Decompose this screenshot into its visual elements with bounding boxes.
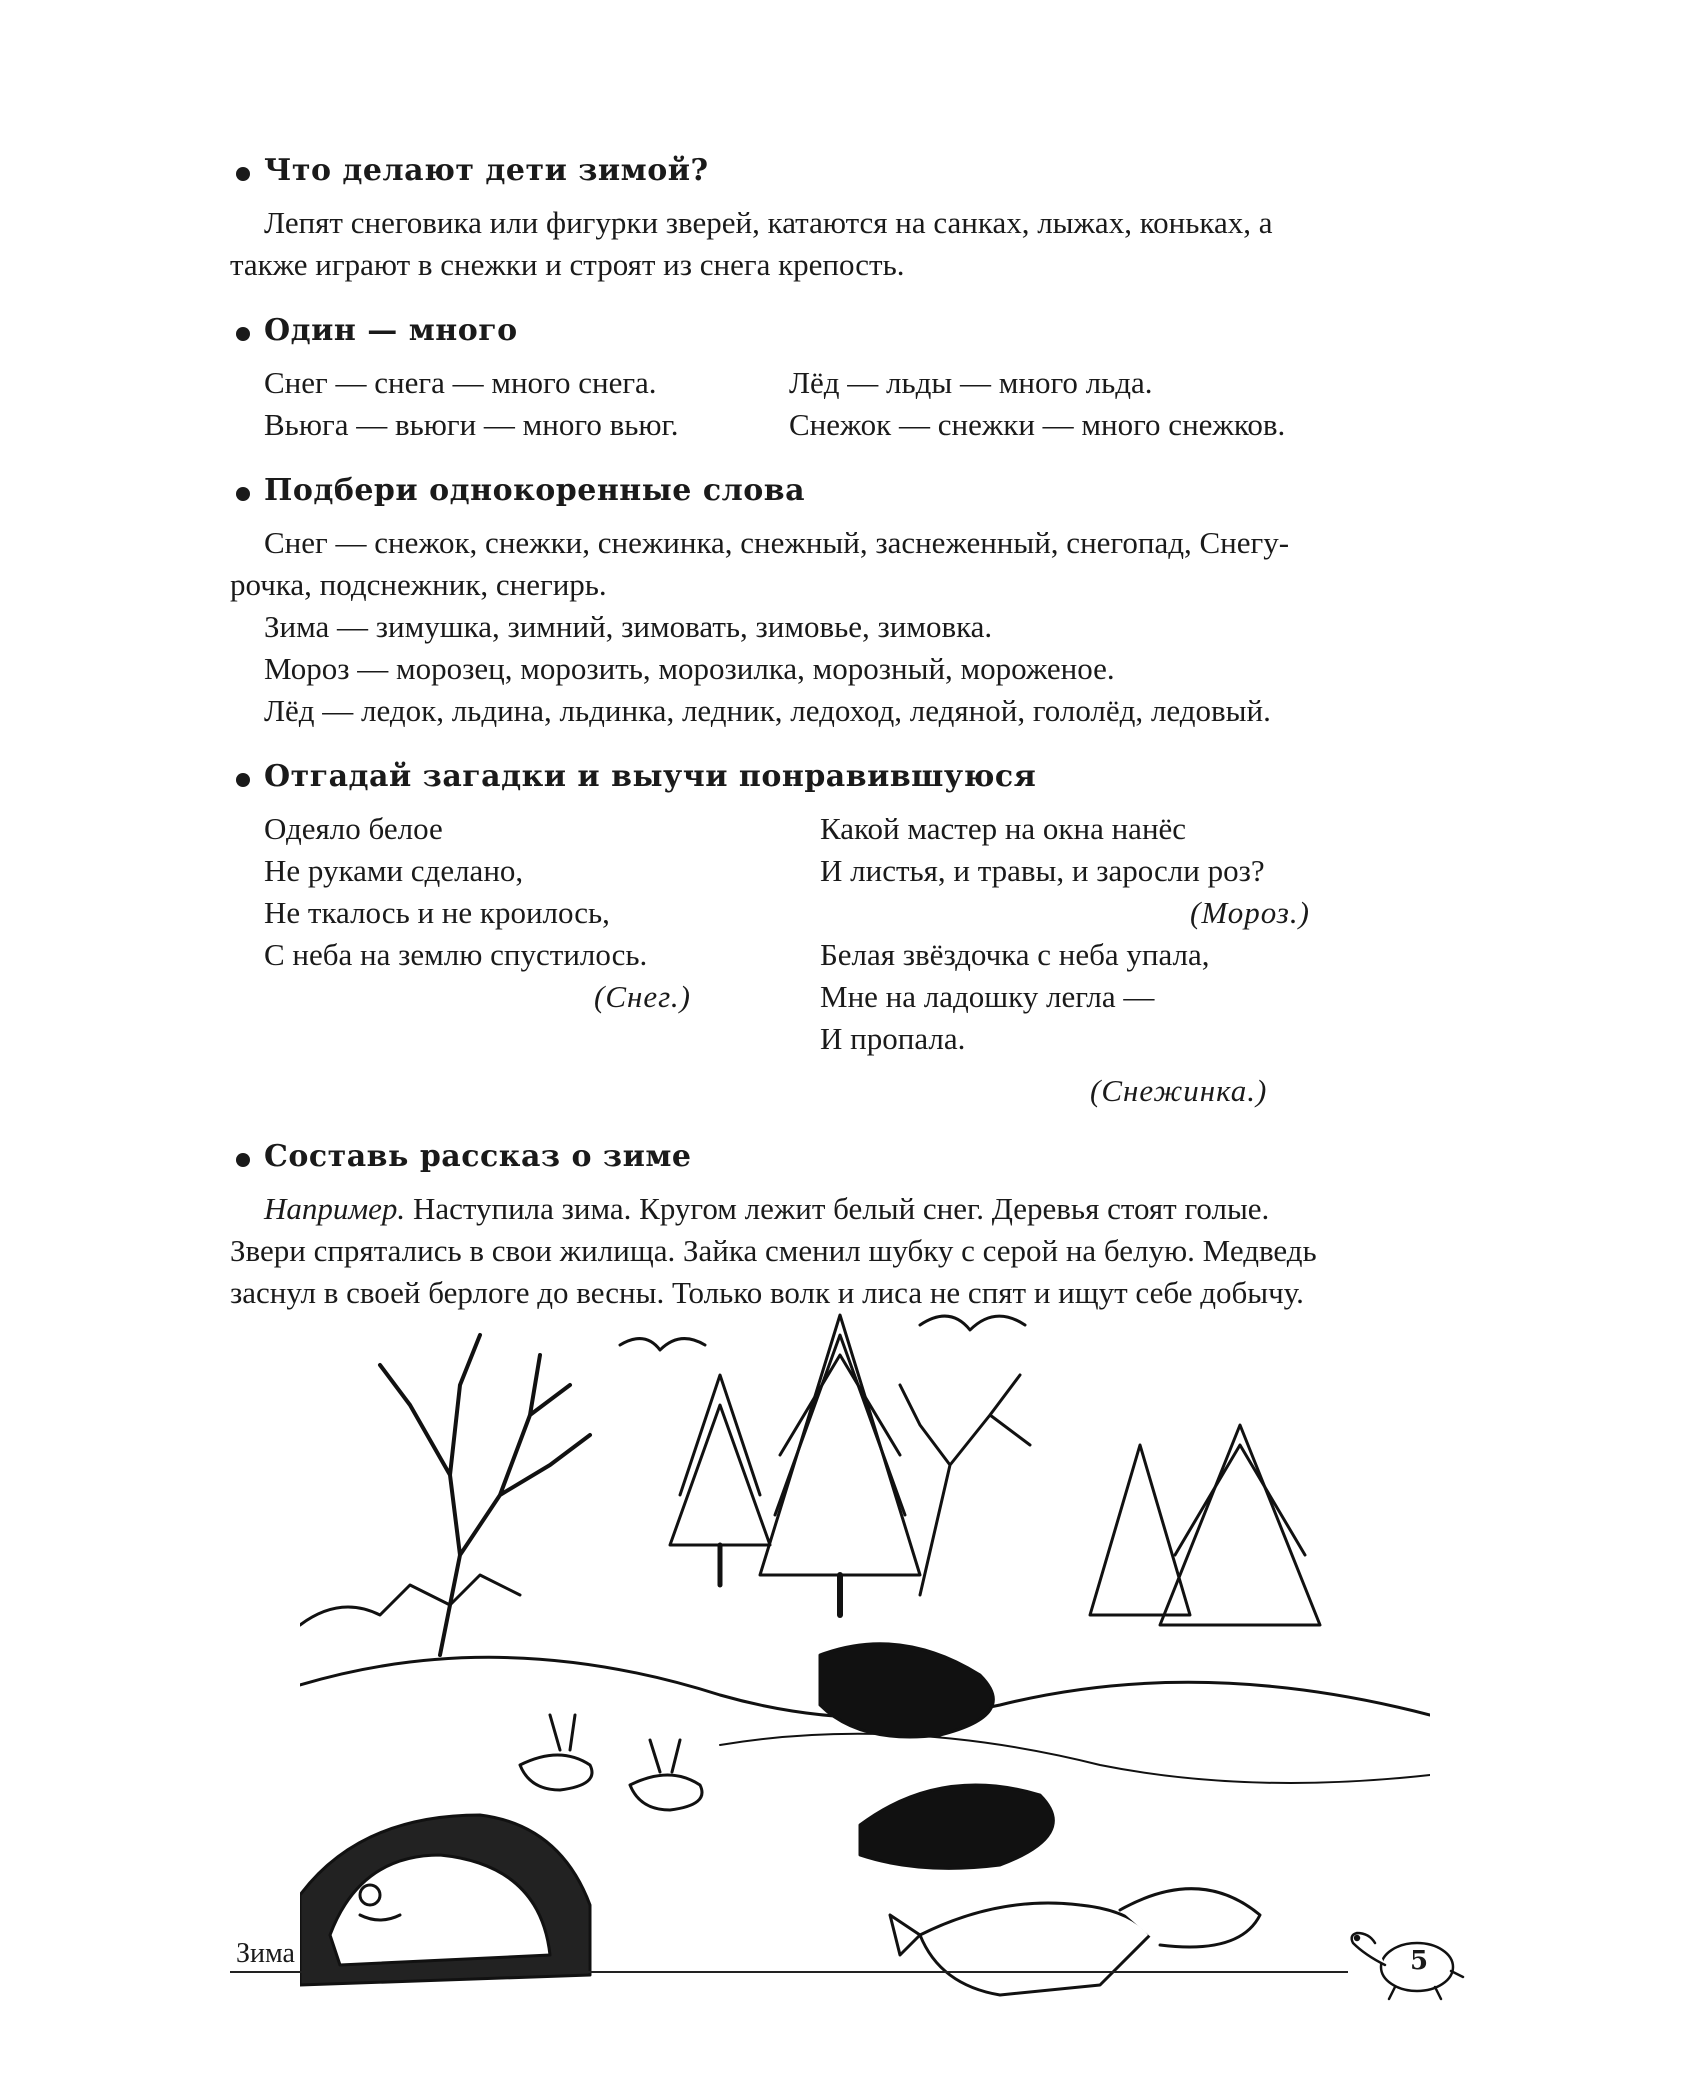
story-line: Звери спрятались в свои жилища. Зайка сменил шубку с серой на белую. Медведь	[230, 1233, 1317, 1268]
winter-forest-illustration	[300, 1295, 1430, 2055]
riddle-line: И листья, и травы, и заросли роз?	[820, 853, 1265, 888]
story-line: заснул в своей берлоге до весны. Только волк и лиса не спят и ищут себе добычу.	[230, 1275, 1304, 1310]
riddle-line: Не руками сделано,	[264, 853, 524, 888]
ice-hole	[860, 1785, 1053, 1868]
kids-winter-text-1: Лепят снеговика или фигурки зверей, катаются на санках, лыжах, коньках, а	[264, 205, 1273, 240]
bare-tree-right	[900, 1375, 1030, 1595]
heading-cognates: Подбери однокоренные слова	[230, 470, 1470, 512]
riddle-answer: (Мороз.)	[1190, 895, 1310, 930]
one-many-line: Вьюга — вьюги — много вьюг.	[264, 407, 679, 442]
section-story	[230, 1136, 1470, 1314]
hare-icon	[520, 1755, 592, 1790]
riddle-line: Одеяло белое	[264, 811, 443, 846]
one-many-line: Лёд — льды — много льда.	[789, 365, 1153, 400]
story-lead: Например.	[264, 1191, 406, 1226]
frozen-stream	[820, 1644, 993, 1737]
riddle-line: С неба на землю спустилось.	[264, 937, 648, 972]
hare-icon	[630, 1775, 702, 1810]
turtle-icon	[1345, 1925, 1470, 2005]
page-number: 5	[1410, 1946, 1429, 1976]
story-text: Наступила зима. Кругом лежит белый снег. Деревья стоят голые.	[405, 1191, 1270, 1226]
one-many-left	[230, 362, 789, 446]
cognates-line: Зима — зимушка, зимний, зимовать, зимовье, зимовка.	[264, 609, 993, 644]
story-line	[230, 1188, 1470, 1230]
section-riddles	[230, 756, 1470, 1112]
riddle-line: Мне на ладошку легла —	[820, 979, 1155, 1014]
riddle-frost-snowflake	[820, 808, 1340, 1112]
kids-winter-text-2: также играют в снежки и строят из снега крепость.	[230, 247, 905, 282]
riddle-answer: (Снежинка.)	[1090, 1073, 1268, 1108]
section-cognates	[230, 470, 1470, 732]
bird-icon	[620, 1339, 705, 1350]
heading-riddles: Отгадай загадки и выучи понравившуюся	[230, 756, 1470, 798]
cognates-line: рочка, подснежник, снегирь.	[230, 567, 607, 602]
one-many-table	[230, 362, 1470, 446]
spruce-tree-1	[670, 1405, 770, 1545]
heading-story: Составь рассказ о зиме	[230, 1136, 1470, 1178]
heading-one-many: Один — много	[230, 310, 1470, 352]
cognates-line: Снег — снежок, снежки, снежинка, снежный, заснеженный, снегопад, Снегу-	[264, 525, 1290, 560]
riddle-line: Белая звёздочка с неба упала,	[820, 937, 1210, 972]
hill-outline	[300, 1575, 520, 1625]
heading-kids-winter: Что делают дети зимой?	[230, 150, 1470, 192]
cognates-line: Мороз — морозец, морозить, морозилка, морозный, мороженое.	[264, 651, 1115, 686]
bare-tree	[380, 1335, 590, 1655]
fox-icon	[920, 1903, 1150, 1995]
one-many-line: Снег — снега — много снега.	[264, 365, 657, 400]
riddle-line: Какой мастер на окна нанёс	[820, 811, 1187, 846]
riddles	[230, 808, 1470, 1112]
riddle-snow	[230, 808, 820, 1112]
cognates-line: Лёд — ледок, льдина, льдинка, ледник, ледоход, ледяной, гололёд, ледовый.	[264, 693, 1271, 728]
bird-icon	[920, 1316, 1025, 1330]
footer-title: Зима	[236, 1938, 295, 1969]
one-many-right	[789, 362, 1470, 446]
section-one-many	[230, 310, 1470, 446]
one-many-line: Снежок — снежки — много снежков.	[789, 407, 1286, 442]
riddle-line: Не ткалось и не кроилось,	[264, 895, 610, 930]
riddle-answer: (Снег.)	[594, 979, 691, 1014]
riddle-line: И пропала.	[820, 1021, 966, 1056]
section-kids-winter	[230, 150, 1470, 286]
content	[230, 150, 1470, 1314]
footer-rule	[230, 1971, 1348, 1973]
